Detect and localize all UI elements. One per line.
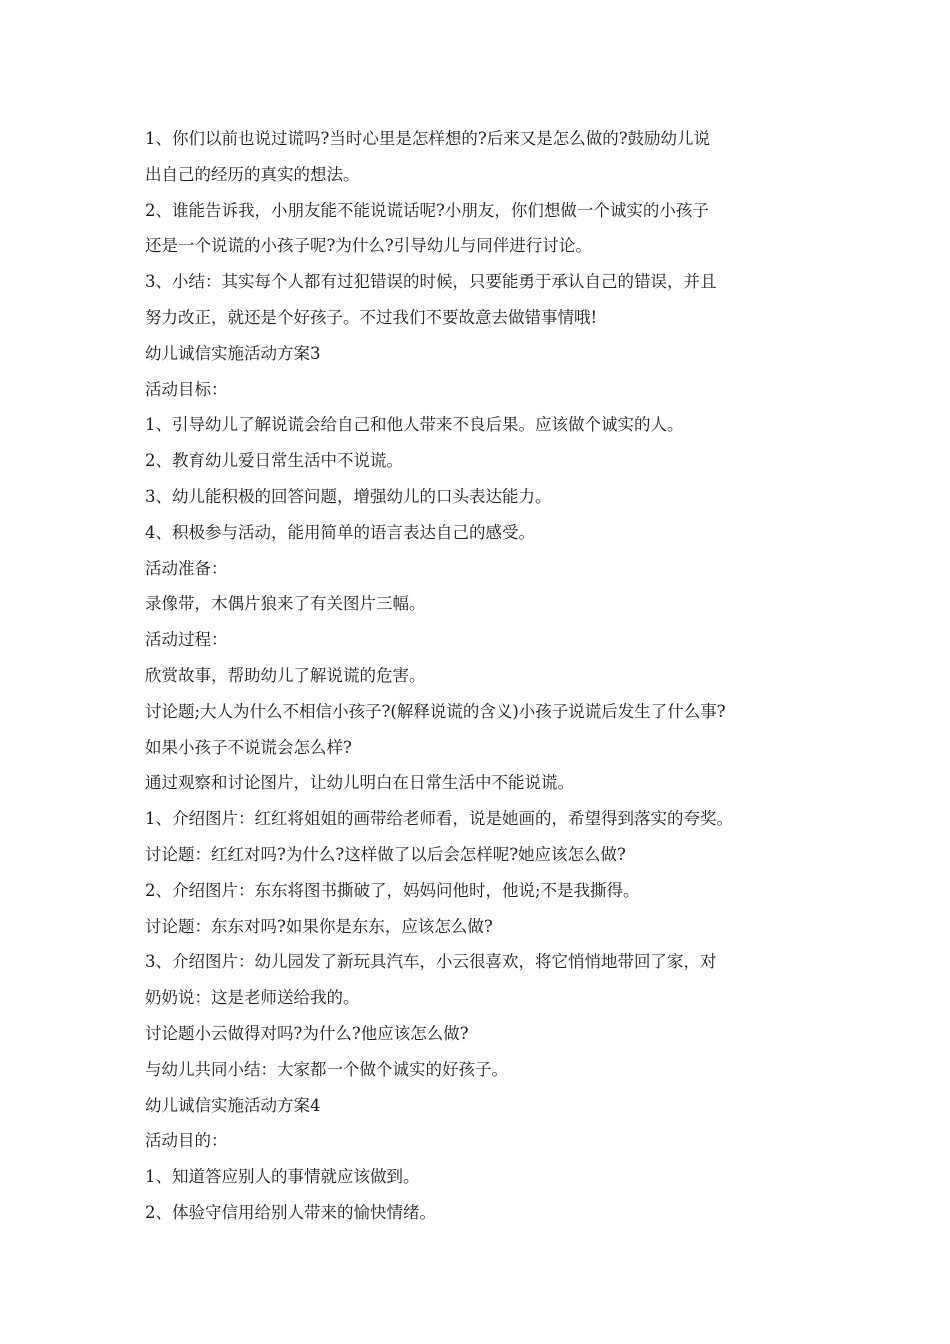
section-heading: 幼儿诚信实施活动方案4 [145, 1095, 321, 1115]
text-line: 讨论题：红红对吗?为什么?这样做了以后会怎样呢?她应该怎么做? [145, 844, 626, 864]
subheading: 活动目的： [145, 1131, 228, 1151]
text-line: 通过观察和讨论图片，让幼儿明白在日常生活中不能说谎。 [145, 773, 574, 793]
text-line: 2、教育幼儿爱日常生活中不说谎。 [145, 451, 403, 471]
text-line: 1、引导幼儿了解说谎会给自己和他人带来不良后果。应该做个诚实的人。 [145, 415, 684, 435]
text-line: 讨论题：东东对吗?如果你是东东，应该怎么做? [145, 916, 493, 936]
text-line: 2、谁能告诉我，小朋友能不能说谎话呢?小朋友，你们想做一个诚实的小孩子 [145, 200, 709, 220]
text-line: 1、你们以前也说过谎吗?当时心里是怎样想的?后来又是怎么做的?鼓励幼儿说 [145, 129, 711, 148]
text-line: 4、积极参与活动，能用简单的语言表达自己的感受。 [145, 522, 535, 542]
subheading: 活动准备： [145, 558, 228, 578]
text-line: 录像带，木偶片狼来了有关图片三幅。 [145, 594, 426, 614]
text-line: 努力改正，就还是个好孩子。不过我们不要故意去做错事情哦! [145, 307, 598, 327]
text-line: 2、体验守信用给别人带来的愉快情绪。 [145, 1202, 436, 1222]
text-line: 1、介绍图片：红红将姐姐的画带给老师看，说是她画的，希望得到落实的夸奖。 [145, 809, 733, 829]
text-line: 奶奶说：这是老师送给我的。 [145, 988, 360, 1008]
text-line: 1、知道答应别人的事情就应该做到。 [145, 1167, 420, 1187]
text-line: 还是一个说谎的小孩子呢?为什么?引导幼儿与同伴进行讨论。 [145, 236, 592, 256]
text-line: 3、幼儿能积极的回答问题，增强幼儿的口头表达能力。 [145, 486, 552, 506]
text-line: 讨论题小云做得对吗?为什么?他应该怎么做? [145, 1023, 469, 1043]
subheading: 活动过程： [145, 630, 228, 650]
text-line: 3、小结：其实每个人都有过犯错误的时候，只要能勇于承认自己的错误，并且 [145, 272, 717, 292]
text-line: 出自己的经历的真实的想法。 [145, 164, 360, 184]
subheading: 活动目标： [145, 379, 228, 399]
text-line: 与幼儿共同小结：大家都一个做个诚实的好孩子。 [145, 1059, 508, 1079]
text-line: 如果小孩子不说谎会怎么样? [145, 737, 352, 757]
text-line: 3、介绍图片：幼儿园发了新玩具汽车，小云很喜欢，将它悄悄地带回了家，对 [145, 952, 717, 972]
document-body [145, 121, 817, 1231]
text-line: 欣赏故事，帮助幼儿了解说谎的危害。 [145, 665, 426, 685]
section-heading: 幼儿诚信实施活动方案3 [145, 343, 321, 363]
text-line: 2、介绍图片：东东将图书撕破了，妈妈问他时，他说;不是我撕得。 [145, 880, 640, 900]
text-line: 讨论题;大人为什么不相信小孩子?(解释说谎的含义)小孩子说谎后发生了什么事? [145, 701, 726, 721]
